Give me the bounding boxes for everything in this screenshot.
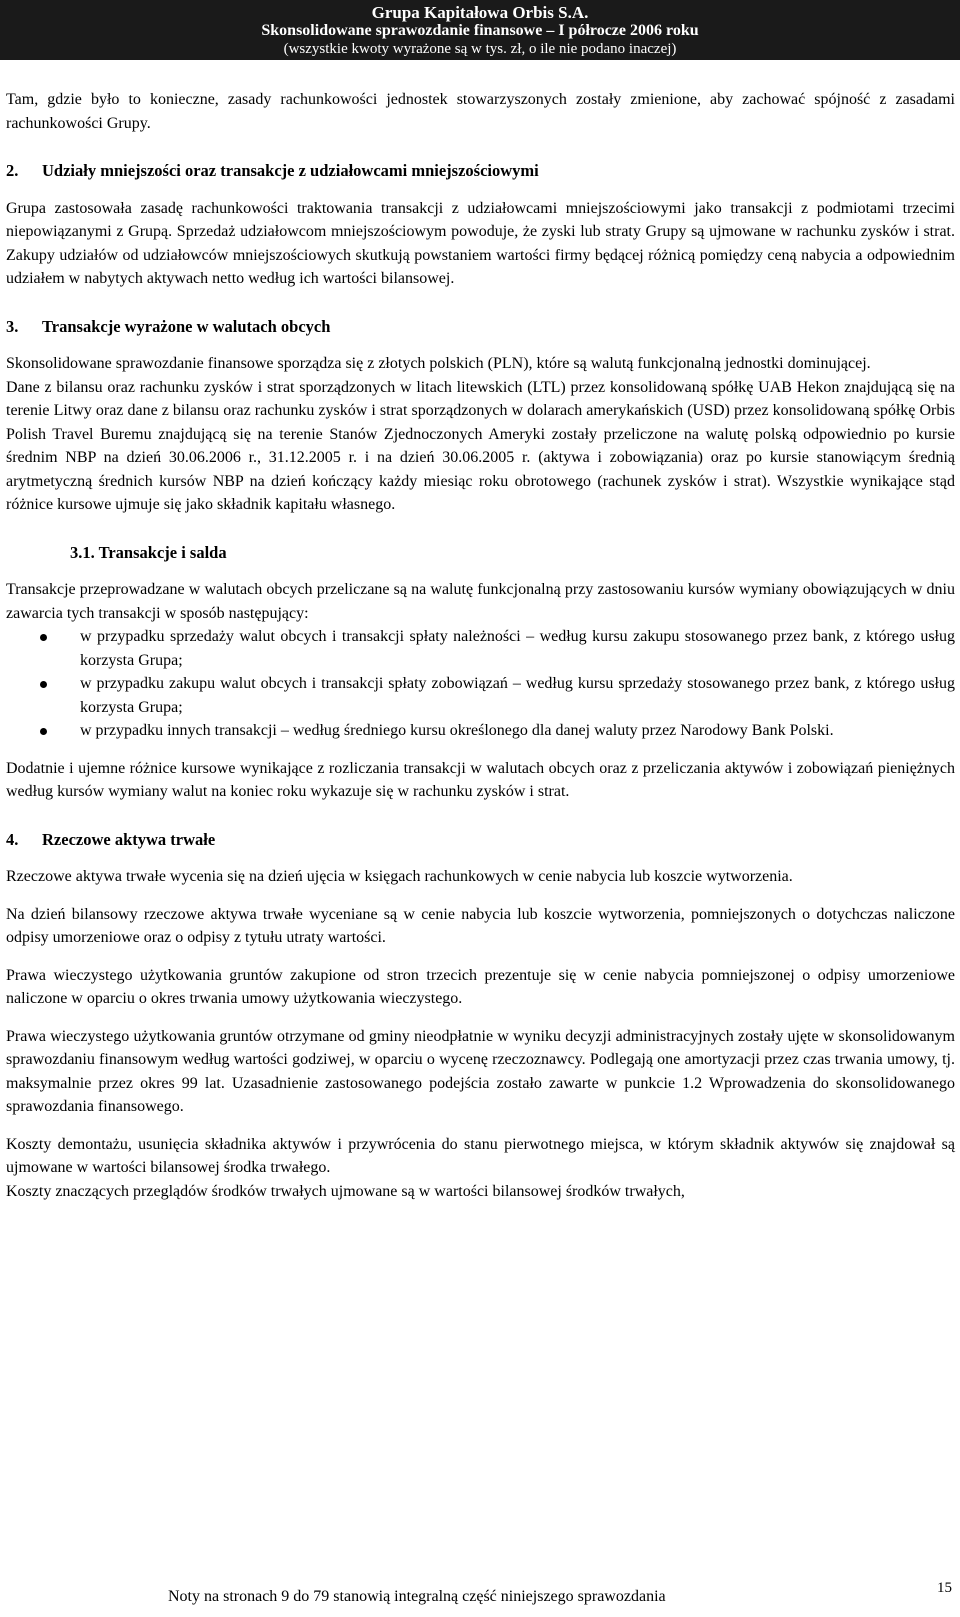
page-header [0,0,960,60]
page-footer [0,1578,960,1608]
intro-paragraph: Tam, gdzie było to konieczne, zasady rachunkowości jednostek stowarzyszonych zostały zmienione, aby zachować spójność z zasadami rachunkowości Grupy. [6,91,955,132]
section-4-paragraph-3: Prawa wieczystego użytkowania gruntów zakupione od stron trzecich prezentuje się w cenie nabycia pomniejszonej o odpisy umorzeniowe naliczone w oparciu o okres trwania umowy użytkowania wieczystego. [6,966,955,1007]
document-body [6,88,955,1203]
section-3-1-heading: 3.1. Transakcje i salda [70,542,227,562]
list-item [6,625,955,672]
list-item-text: w przypadku sprzedaży walut obcych i transakcji spłaty należności – według kursu zakupu stosowanego przez bank, z którego usług korzysta Grupa; [80,628,955,669]
header-company: Grupa Kapitałowa Orbis S.A. [371,3,589,22]
section-4-number: 4. [6,829,19,849]
section-4-paragraph-1: Rzeczowe aktywa trwałe wycenia się na dzień ujęcia w księgach rachunkowych w cenie nabycia lub koszcie wytworzenia. [6,868,793,885]
section-4-paragraph-2: Na dzień bilansowy rzeczowe aktywa trwałe wyceniane są w cenie nabycia lub koszcie wytworzenia, pomniejszonych o dotychczas naliczone odpisy umorzeniowe oraz o odpisy z tytułu utraty wartości. [6,905,955,946]
section-2-paragraph: Grupa zastosowała zasadę rachunkowości traktowania transakcji z udziałowcami mniejszościowymi jako transakcji z podmiotami trzecimi niepowiązanymi z Grupą. Sprzedaż udziałowcom mniejszościowym powoduje, że zyski lub straty Grupy są ujmowane w rachunku zysków i strat. Zakupy udziałów od udziałowców mniejszościowych skutkują powstaniem wartości firmy będącej różnicą pomiędzy ceną nabycia a odpowiednim udziałem w nabytych aktywach netto według ich wartości bilansowej. [6,199,955,287]
section-2-number: 2. [6,161,19,180]
section-3-1-paragraph-2: Dodatnie i ujemne różnice kursowe wynikające z rozliczania transakcji w walutach obcych oraz z przeliczania aktywów i zobowiązań pieniężnych według kursów wymiany walut na koniec roku wykazuje się w rachunku zysków i strat. [6,759,955,800]
section-3-paragraph-1: Skonsolidowane sprawozdanie finansowe sporządza się z złotych polskich (PLN), które są walutą funkcjonalną jednostki dominującej. [6,355,871,372]
section-3-heading [6,315,955,339]
list-item [6,719,955,743]
section-3-title: Transakcje wyrażone w walutach obcych [42,316,331,336]
list-item-text: w przypadku zakupu walut obcych i transakcji spłaty zobowiązań – według kursu sprzedaży stosowanego przez bank, z którego usług korzysta Grupa; [80,675,955,716]
section-4-paragraph-4: Prawa wieczystego użytkowania gruntów otrzymane od gminy nieodpłatnie w wyniku decyzji administracyjnych zostały ujęte w skonsolidowanym sprawozdaniu finansowym według wartości godziwej, w oparciu o wycenę rzeczoznawcy. Podlegają one amortyzacji przez czas trwania umowy, tj. maksymalnie przez okres 99 lat. Uzasadnienie zastosowanego podejścia zostało zawarte w punkcie 1.2 Wprowadzenia do skonsolidowanego sprawozdania finansowego. [6,1027,955,1115]
section-2-title: Udziały mniejszości oraz transakcje z udziałowcami mniejszościowymi [42,161,539,180]
section-4-heading [6,828,955,852]
section-4-paragraph-5: Koszty demontażu, usunięcia składnika aktywów i przywrócenia do stanu pierwotnego miejsca, w którym składnik aktywów się znajdował są ujmowane w wartości bilansowej środka trwałego. [6,1135,955,1176]
header-report-title: Skonsolidowane sprawozdanie finansowe – I półrocze 2006 roku [261,22,699,39]
section-4-paragraph-6: Koszty znaczących przeglądów środków trwałych ujmowane są w wartości bilansowej środków trwałych, [6,1182,685,1200]
list-item [6,672,955,719]
header-units-note: (wszystkie kwoty wyrażone są w tys. zł, o ile nie podano inaczej) [283,41,677,57]
page-number: 15 [937,1580,952,1596]
list-item-text: w przypadku innych transakcji – według średniego kursu określonego dla danej waluty przez Narodowy Bank Polski. [80,722,834,739]
section-3-1-paragraph-1: Transakcje przeprowadzane w walutach obcych przeliczane są na walutę funkcjonalną przy zastosowaniu kursów wymiany obowiązujących w dniu zawarcia tych transakcji w sposób następujący: [6,581,955,622]
section-3-number: 3. [6,316,19,336]
exchange-rate-list [6,625,955,743]
bullet-icon [40,681,47,688]
bullet-icon [40,728,47,735]
section-4-title: Rzeczowe aktywa trwałe [42,829,216,849]
footer-note: Noty na stronach 9 do 79 stanowią integralną część niniejszego sprawozdania [168,1588,666,1605]
section-3-paragraph-2: Dane z bilansu oraz rachunku zysków i strat sporządzonych w litach litewskich (LTL) przez konsolidowaną spółkę UAB Hekon znajdującą się na terenie Litwy oraz dane z bilansu oraz rachunku zysków i strat sporządzonych w dolarach amerykańskich (USD) przez konsolidowaną spółkę Orbis Polish Travel Buremu znajdującą się na terenie Stanów Zjednoczonych Ameryki zostały przeliczone na walutę polską odpowiednio po kursie średnim NBP na dzień 30.06.2006 r., 31.12.2005 r. i na dzień 30.06.2005 r. (aktywa i zobowiązania) oraz po kursie stanowiącym średnią arytmetyczną średnich kursów NBP na dzień kończący każdy miesiąc roku obrotowego (rachunek zysków i strat). Wszystkie wynikające stąd różnice kursowe ujmuje się jako składnik kapitału własnego. [6,378,955,513]
section-2-heading [6,159,955,183]
bullet-icon [40,634,47,641]
